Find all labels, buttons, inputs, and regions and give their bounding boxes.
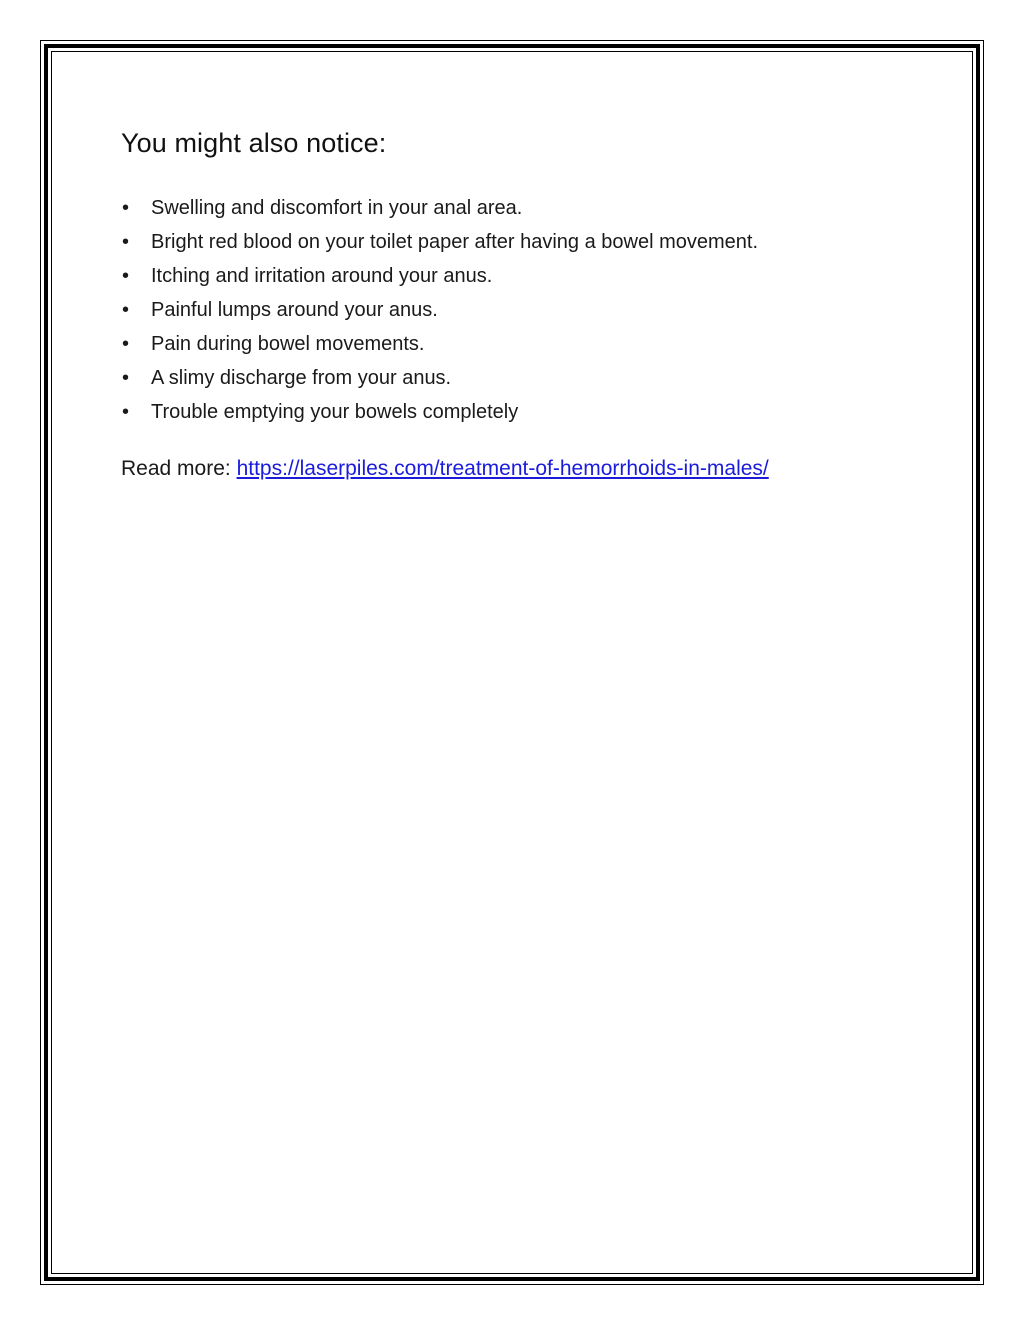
list-item-text: Painful lumps around your anus. (151, 299, 438, 321)
list-item-text: Pain during bowel movements. (151, 333, 425, 355)
list-item-text: Swelling and discomfort in your anal area. (151, 197, 523, 219)
list-item (121, 225, 941, 259)
document-content (121, 120, 941, 507)
list-item (121, 191, 941, 225)
list-item (121, 395, 941, 429)
list-item-text: Bright red blood on your toilet paper after having a bowel movement. (151, 231, 759, 253)
symptom-list (121, 191, 941, 429)
list-item (121, 361, 941, 395)
list-item-text: Trouble emptying your bowels completely (151, 401, 519, 423)
bullet-icon: • (122, 299, 130, 321)
read-more-link[interactable]: https://laserpiles.com/treatment-of-hemorrhoids-in-males/ (236, 457, 769, 480)
list-item-text: A slimy discharge from your anus. (151, 367, 452, 389)
bullet-icon: • (122, 333, 130, 355)
list-item (121, 259, 941, 293)
read-more-label: Read more: (121, 457, 237, 480)
list-item (121, 293, 941, 327)
bullet-icon: • (122, 401, 130, 423)
section-heading: You might also notice: (121, 128, 387, 158)
list-item (121, 327, 941, 361)
bullet-icon: • (122, 265, 130, 287)
bullet-icon: • (122, 231, 130, 253)
read-more-paragraph (121, 452, 941, 486)
bullet-icon: • (122, 197, 130, 219)
bullet-icon: • (122, 367, 130, 389)
list-item-text: Itching and irritation around your anus. (151, 265, 493, 287)
